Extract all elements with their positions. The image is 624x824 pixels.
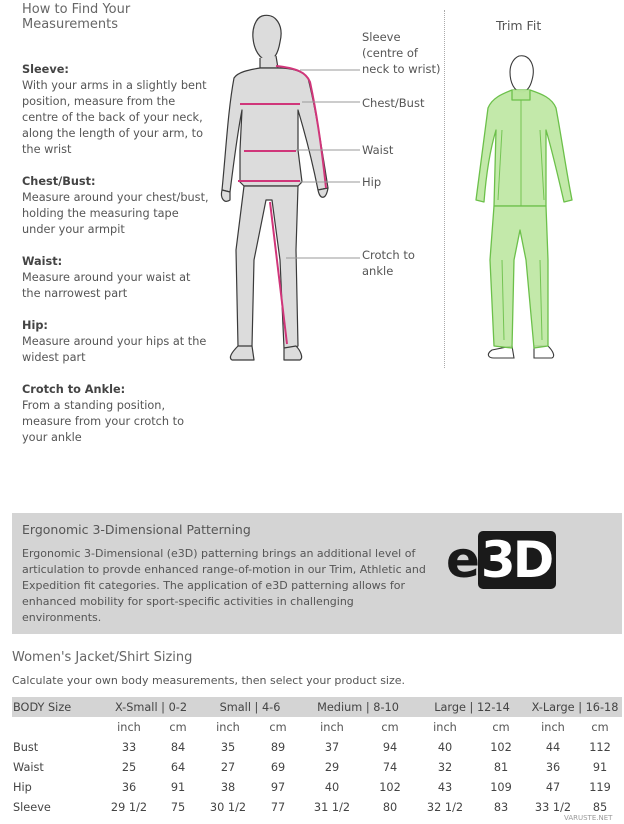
header-small: Small | 4-6 <box>200 697 300 717</box>
e3d-panel <box>12 513 622 634</box>
instruction-heading: Chest/Bust: <box>22 175 96 188</box>
instruction-heading: Crotch to Ankle: <box>22 383 126 396</box>
table-cell: 29 <box>324 760 340 774</box>
unit-inch: inch <box>433 720 457 734</box>
sizing-table <box>12 697 622 817</box>
table-cell: 33 1/2 <box>534 800 572 814</box>
table-cell: 80 <box>382 800 398 814</box>
table-cell: 77 <box>270 800 286 814</box>
instruction-heading: Sleeve: <box>22 63 69 76</box>
unit-cm: cm <box>269 720 287 734</box>
label-sleeve-line2: (centre of <box>362 46 418 60</box>
instruction-heading: Hip: <box>22 319 48 332</box>
table-row-waist <box>12 757 622 777</box>
table-cell: 91 <box>592 760 608 774</box>
unit-inch: inch <box>320 720 344 734</box>
table-cell: 47 <box>545 780 561 794</box>
instruction-text: With your arms in a slightly bent position, measure from the centre of the back of your neck, along the length of your arm, to the wrist <box>22 79 207 156</box>
header-medium: Medium | 8-10 <box>300 697 416 717</box>
table-cell: 44 <box>545 740 561 754</box>
table-units-row <box>12 717 622 737</box>
table-cell: 102 <box>379 780 401 794</box>
unit-inch: inch <box>117 720 141 734</box>
e3d-logo-e: e <box>446 531 477 589</box>
table-cell: 37 <box>324 740 340 754</box>
row-label: Sleeve <box>13 800 51 814</box>
e3d-logo-3d: 3D <box>478 531 556 589</box>
table-cell: 25 <box>121 760 137 774</box>
watermark: VARUSTE.NET <box>564 814 613 822</box>
table-cell: 30 1/2 <box>209 800 247 814</box>
table-cell: 119 <box>589 780 611 794</box>
table-cell: 84 <box>170 740 186 754</box>
header-body-size: BODY Size <box>12 697 102 717</box>
guide-title-line2: Measurements <box>22 17 119 32</box>
unit-cm: cm <box>381 720 399 734</box>
instruction-text: Measure around your chest/bust, holding the measuring tape under your armpit <box>22 191 209 236</box>
table-cell: 97 <box>270 780 286 794</box>
table-cell: 29 1/2 <box>110 800 148 814</box>
table-header-row <box>12 697 622 717</box>
row-label: Waist <box>13 760 44 774</box>
unit-inch: inch <box>216 720 240 734</box>
label-sleeve-line3: neck to wrist) <box>362 62 441 76</box>
table-cell: 32 1/2 <box>426 800 464 814</box>
table-cell: 94 <box>382 740 398 754</box>
table-cell: 64 <box>170 760 186 774</box>
table-cell: 75 <box>170 800 186 814</box>
instruction-text: Measure around your hips at the widest part <box>22 335 207 364</box>
table-cell: 102 <box>490 740 512 754</box>
row-label: Hip <box>13 780 32 794</box>
table-cell: 32 <box>437 760 453 774</box>
table-cell: 83 <box>493 800 509 814</box>
e3d-description: Ergonomic 3-Dimensional (e3D) patterning brings an additional level of articulation to provde enhanced range-of-motion in our Trim, Athletic and Expedition fit categories. The application of e3D patterning allows for enhanced mobility for sport-specific activities in challenging environments. <box>22 547 426 624</box>
table-cell: 33 <box>121 740 137 754</box>
unit-cm: cm <box>492 720 510 734</box>
table-cell: 38 <box>220 780 236 794</box>
table-cell: 27 <box>220 760 236 774</box>
label-sleeve-line1: Sleeve <box>362 30 401 44</box>
table-cell: 85 <box>592 800 608 814</box>
guide-title-line1: How to Find Your <box>22 2 131 17</box>
table-cell: 43 <box>437 780 453 794</box>
label-hip: Hip <box>362 175 382 189</box>
label-waist: Waist <box>362 143 394 157</box>
sizing-subtitle: Calculate your own body measurements, then select your product size. <box>12 674 406 687</box>
instruction-text: Measure around your waist at the narrowest part <box>22 271 191 300</box>
table-row-sleeve <box>12 797 622 817</box>
table-cell: 112 <box>589 740 611 754</box>
e3d-title: Ergonomic 3-Dimensional Patterning <box>22 522 251 537</box>
table-cell: 81 <box>493 760 509 774</box>
trim-fit-figure <box>0 0 624 400</box>
sizing-title: Women's Jacket/Shirt Sizing <box>12 650 193 665</box>
table-cell: 40 <box>437 740 453 754</box>
table-cell: 109 <box>490 780 512 794</box>
table-cell: 69 <box>270 760 286 774</box>
table-cell: 31 1/2 <box>313 800 351 814</box>
table-cell: 40 <box>324 780 340 794</box>
table-cell: 91 <box>170 780 186 794</box>
row-label: Bust <box>13 740 39 754</box>
instruction-heading: Waist: <box>22 255 63 268</box>
label-chest-bust: Chest/Bust <box>362 96 425 110</box>
table-cell: 36 <box>545 760 561 774</box>
table-cell: 35 <box>220 740 236 754</box>
label-crotch-line1: Crotch to <box>362 248 415 262</box>
table-cell: 36 <box>121 780 137 794</box>
header-large: Large | 12-14 <box>416 697 528 717</box>
label-crotch-line2: ankle <box>362 264 394 278</box>
unit-cm: cm <box>591 720 609 734</box>
unit-inch: inch <box>541 720 565 734</box>
table-row-bust <box>12 737 622 757</box>
header-x-small: X-Small | 0-2 <box>102 697 200 717</box>
e3d-logo <box>446 531 572 589</box>
header-x-large: X-Large | 16-18 <box>528 697 622 717</box>
instruction-text: From a standing position, measure from your crotch to your ankle <box>22 399 184 444</box>
unit-cm: cm <box>169 720 187 734</box>
table-cell: 89 <box>270 740 286 754</box>
table-cell: 74 <box>382 760 398 774</box>
trim-fit-title: Trim Fit <box>496 18 542 33</box>
table-row-hip <box>12 777 622 797</box>
